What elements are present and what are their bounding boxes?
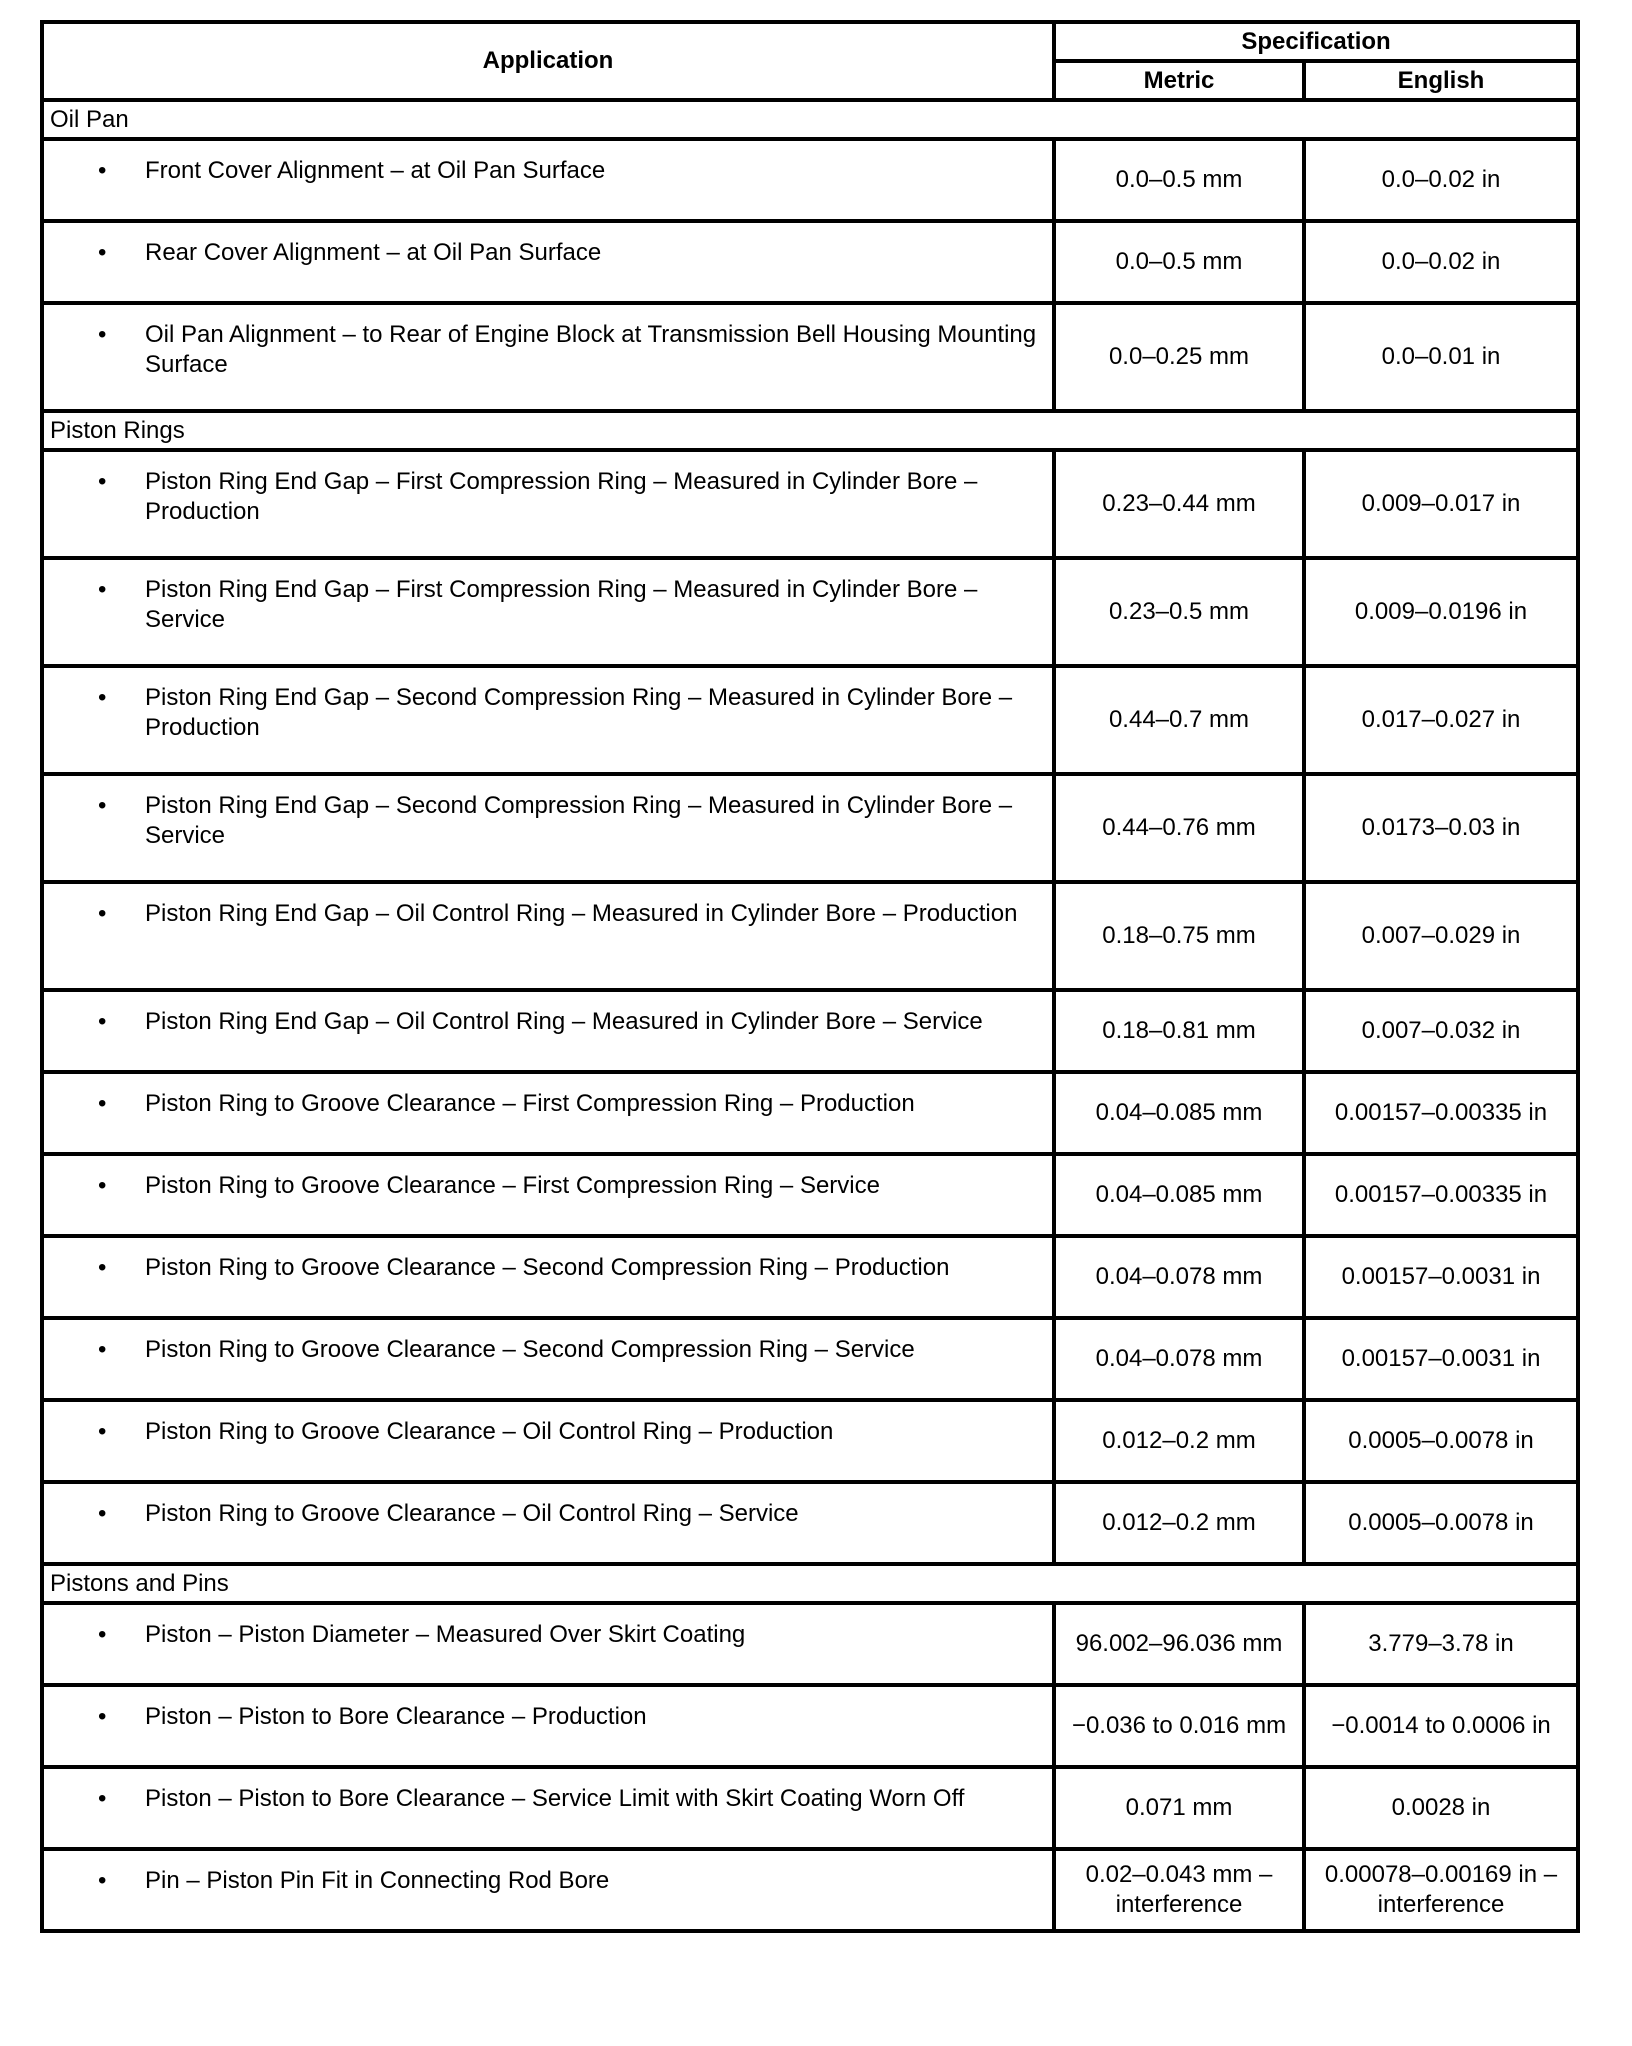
bullet-icon: • xyxy=(98,1008,107,1035)
application-cell xyxy=(42,303,1054,411)
application-cell xyxy=(42,1400,1054,1482)
metric-value: 0.44–0.76 mm xyxy=(1054,774,1304,882)
english-value: 0.0–0.02 in xyxy=(1304,139,1578,221)
application-text: Pin – Piston Pin Fit in Connecting Rod Bore xyxy=(145,1867,610,1894)
table-row xyxy=(42,1400,1578,1482)
application-cell xyxy=(42,1482,1054,1564)
table-row xyxy=(42,774,1578,882)
bullet-icon: • xyxy=(98,1703,107,1730)
list-item xyxy=(44,1156,1052,1201)
application-text: Piston Ring End Gap – First Compression Ring – Measured in Cylinder Bore – Service xyxy=(145,576,978,633)
list-item xyxy=(44,776,1052,851)
bullet-icon: • xyxy=(98,1500,107,1527)
metric-value: 0.012–0.2 mm xyxy=(1054,1400,1304,1482)
table-row xyxy=(42,1849,1578,1931)
list-item xyxy=(44,452,1052,527)
list-item xyxy=(44,1402,1052,1447)
application-text: Rear Cover Alignment – at Oil Pan Surface xyxy=(145,239,602,266)
table-row xyxy=(42,1482,1578,1564)
list-item xyxy=(44,1605,1052,1650)
metric-value: 0.04–0.078 mm xyxy=(1054,1318,1304,1400)
application-cell xyxy=(42,139,1054,221)
table-row xyxy=(42,1685,1578,1767)
specification-header: Specification xyxy=(1054,22,1578,61)
application-text: Piston Ring End Gap – Second Compression Ring – Measured in Cylinder Bore – Service xyxy=(145,792,1013,849)
application-cell xyxy=(42,882,1054,990)
list-item xyxy=(44,223,1052,268)
application-cell xyxy=(42,1849,1054,1931)
table-row xyxy=(42,1318,1578,1400)
table-row xyxy=(42,1603,1578,1685)
bullet-icon: • xyxy=(98,468,107,495)
list-item xyxy=(44,1074,1052,1119)
english-value: 3.779–3.78 in xyxy=(1304,1603,1578,1685)
section-title: Pistons and Pins xyxy=(42,1564,1578,1603)
list-item xyxy=(44,560,1052,635)
table-row xyxy=(42,882,1578,990)
english-header: English xyxy=(1304,61,1578,100)
section-row xyxy=(42,1564,1578,1603)
english-value: 0.0028 in xyxy=(1304,1767,1578,1849)
metric-value: 0.18–0.81 mm xyxy=(1054,990,1304,1072)
english-value: 0.0–0.01 in xyxy=(1304,303,1578,411)
list-item xyxy=(44,992,1052,1037)
english-value: 0.0173–0.03 in xyxy=(1304,774,1578,882)
application-text: Piston Ring to Groove Clearance – First Compression Ring – Service xyxy=(145,1172,880,1199)
application-text: Piston Ring End Gap – Oil Control Ring – Measured in Cylinder Bore – Production xyxy=(145,900,1018,927)
application-text: Piston Ring to Groove Clearance – Second Compression Ring – Service xyxy=(145,1336,915,1363)
bullet-icon: • xyxy=(98,1254,107,1281)
application-cell xyxy=(42,1767,1054,1849)
application-cell xyxy=(42,666,1054,774)
table-row xyxy=(42,450,1578,558)
application-text: Piston Ring End Gap – First Compression Ring – Measured in Cylinder Bore – Production xyxy=(145,468,978,525)
bullet-icon: • xyxy=(98,239,107,266)
bullet-icon: • xyxy=(98,1336,107,1363)
application-text: Front Cover Alignment – at Oil Pan Surface xyxy=(145,157,606,184)
list-item xyxy=(44,1851,1052,1896)
list-item xyxy=(44,305,1052,380)
metric-value: 0.44–0.7 mm xyxy=(1054,666,1304,774)
bullet-icon: • xyxy=(98,576,107,603)
list-item xyxy=(44,1238,1052,1283)
metric-value: 0.071 mm xyxy=(1054,1767,1304,1849)
bullet-icon: • xyxy=(98,1418,107,1445)
table-row xyxy=(42,558,1578,666)
metric-value: 0.18–0.75 mm xyxy=(1054,882,1304,990)
application-text: Piston Ring to Groove Clearance – First Compression Ring – Production xyxy=(145,1090,915,1117)
application-cell xyxy=(42,1685,1054,1767)
table-row xyxy=(42,1072,1578,1154)
application-cell xyxy=(42,1154,1054,1236)
table-row xyxy=(42,303,1578,411)
english-value: 0.00157–0.00335 in xyxy=(1304,1154,1578,1236)
bullet-icon: • xyxy=(98,1867,107,1894)
bullet-icon: • xyxy=(98,321,107,348)
list-item xyxy=(44,668,1052,743)
metric-value: 0.0–0.5 mm xyxy=(1054,139,1304,221)
english-value: 0.0005–0.0078 in xyxy=(1304,1400,1578,1482)
application-cell xyxy=(42,1072,1054,1154)
english-value: 0.00157–0.00335 in xyxy=(1304,1072,1578,1154)
section-title: Oil Pan xyxy=(42,100,1578,139)
metric-value: 0.02–0.043 mm – interference xyxy=(1054,1849,1304,1931)
metric-value: 0.23–0.44 mm xyxy=(1054,450,1304,558)
bullet-icon: • xyxy=(98,157,107,184)
bullet-icon: • xyxy=(98,684,107,711)
metric-value: 0.0–0.5 mm xyxy=(1054,221,1304,303)
english-value: 0.00078–0.00169 in – interference xyxy=(1304,1849,1578,1931)
table-row xyxy=(42,221,1578,303)
table-row xyxy=(42,666,1578,774)
metric-header: Metric xyxy=(1054,61,1304,100)
bullet-icon: • xyxy=(98,1785,107,1812)
table-row xyxy=(42,990,1578,1072)
application-text: Piston Ring to Groove Clearance – Second Compression Ring – Production xyxy=(145,1254,950,1281)
english-value: 0.00157–0.0031 in xyxy=(1304,1318,1578,1400)
metric-value: −0.036 to 0.016 mm xyxy=(1054,1685,1304,1767)
application-text: Piston – Piston to Bore Clearance – Production xyxy=(145,1703,647,1730)
application-text: Piston Ring End Gap – Oil Control Ring – Measured in Cylinder Bore – Service xyxy=(145,1008,983,1035)
application-cell xyxy=(42,774,1054,882)
application-cell xyxy=(42,1318,1054,1400)
metric-value: 96.002–96.036 mm xyxy=(1054,1603,1304,1685)
bullet-icon: • xyxy=(98,1172,107,1199)
application-cell xyxy=(42,221,1054,303)
application-text: Piston – Piston to Bore Clearance – Service Limit with Skirt Coating Worn Off xyxy=(145,1785,965,1812)
table-body xyxy=(42,100,1578,1931)
application-cell xyxy=(42,1603,1054,1685)
application-header: Application xyxy=(42,22,1054,100)
metric-value: 0.04–0.085 mm xyxy=(1054,1072,1304,1154)
metric-value: 0.23–0.5 mm xyxy=(1054,558,1304,666)
application-text: Piston – Piston Diameter – Measured Over Skirt Coating xyxy=(145,1621,746,1648)
bullet-icon: • xyxy=(98,1621,107,1648)
english-value: 0.007–0.029 in xyxy=(1304,882,1578,990)
english-value: 0.009–0.0196 in xyxy=(1304,558,1578,666)
english-value: 0.009–0.017 in xyxy=(1304,450,1578,558)
bullet-icon: • xyxy=(98,900,107,927)
english-value: 0.017–0.027 in xyxy=(1304,666,1578,774)
specification-table xyxy=(40,20,1580,1933)
bullet-icon: • xyxy=(98,1090,107,1117)
application-text: Oil Pan Alignment – to Rear of Engine Block at Transmission Bell Housing Mounting Surface xyxy=(145,321,1037,378)
metric-value: 0.0–0.25 mm xyxy=(1054,303,1304,411)
section-title: Piston Rings xyxy=(42,411,1578,450)
english-value: 0.00157–0.0031 in xyxy=(1304,1236,1578,1318)
english-value: 0.0005–0.0078 in xyxy=(1304,1482,1578,1564)
list-item xyxy=(44,141,1052,186)
application-text: Piston Ring to Groove Clearance – Oil Control Ring – Service xyxy=(145,1500,799,1527)
metric-value: 0.012–0.2 mm xyxy=(1054,1482,1304,1564)
english-value: 0.007–0.032 in xyxy=(1304,990,1578,1072)
list-item xyxy=(44,1769,1052,1814)
list-item xyxy=(44,884,1052,929)
table-row xyxy=(42,1767,1578,1849)
application-cell xyxy=(42,558,1054,666)
table-row xyxy=(42,139,1578,221)
application-text: Piston Ring to Groove Clearance – Oil Control Ring – Production xyxy=(145,1418,834,1445)
bullet-icon: • xyxy=(98,792,107,819)
application-cell xyxy=(42,1236,1054,1318)
metric-value: 0.04–0.085 mm xyxy=(1054,1154,1304,1236)
application-cell xyxy=(42,990,1054,1072)
application-text: Piston Ring End Gap – Second Compression Ring – Measured in Cylinder Bore – Production xyxy=(145,684,1013,741)
list-item xyxy=(44,1687,1052,1732)
application-cell xyxy=(42,450,1054,558)
metric-value: 0.04–0.078 mm xyxy=(1054,1236,1304,1318)
section-row xyxy=(42,100,1578,139)
english-value: −0.0014 to 0.0006 in xyxy=(1304,1685,1578,1767)
table-row xyxy=(42,1154,1578,1236)
list-item xyxy=(44,1320,1052,1365)
section-row xyxy=(42,411,1578,450)
table-row xyxy=(42,1236,1578,1318)
english-value: 0.0–0.02 in xyxy=(1304,221,1578,303)
list-item xyxy=(44,1484,1052,1529)
